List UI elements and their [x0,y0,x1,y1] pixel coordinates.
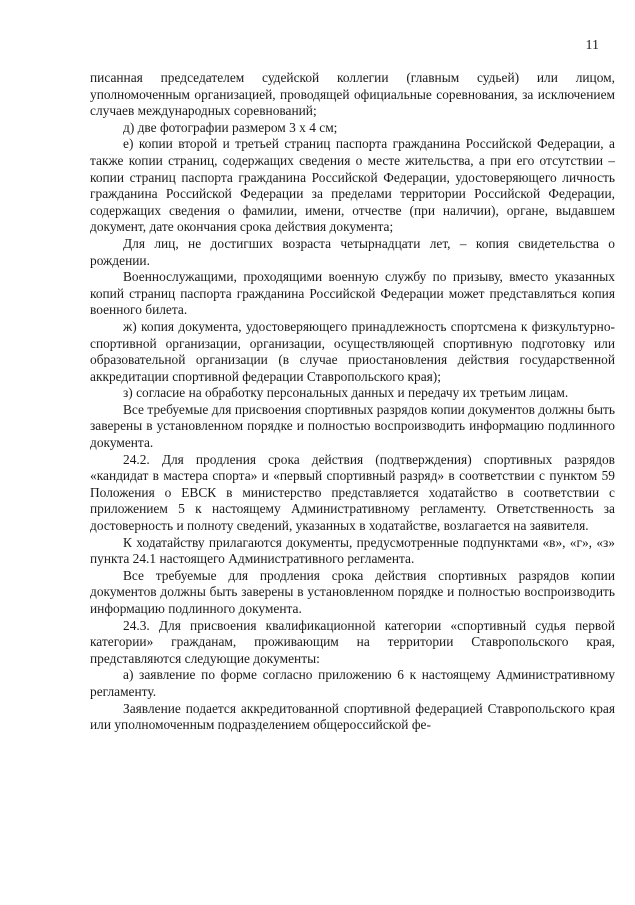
paragraph: Все требуемые для присвоения спортивных разрядов копии документов должны быть заверены в установленном порядке и полностью воспроизводить информацию подлинного документа. [90,401,615,451]
paragraph: а) заявление по форме согласно приложению 6 к настоящему Административному регламенту. [90,667,615,699]
paragraph: 24.2. Для продления срока действия (подтверждения) спортивных разрядов «кандидат в мастера спорта» и «первый спортивный разряд» в соответствии с пунктом 59 Положения о ЕВСК в министерство представляется ходатайство в соответствии с приложением 5 к настоящему Административному регламенту. Ответственность за достоверность и полноту сведений, указанных в ходатайстве, возлагается на заявителя. [90,451,615,534]
paragraph: ж) копия документа, удостоверяющего принадлежность спортсмена к физкультурно-спортивной организации, организации, осуществляющей спортивную подготовку или образовательной организации (в случае приостановления действия государственной аккредитации спортивной федерации Ставропольского края); [90,318,615,384]
paragraph: писанная председателем судейской коллегии (главным судьей) или лицом, уполномоченным организацией, проводящей официальные соревнования, за исключением случаев международных соревнований; [90,70,615,119]
paragraph: з) согласие на обработку персональных данных и передачу их третьим лицам. [123,385,569,401]
page-number: 11 [585,38,599,53]
paragraph: д) две фотографии размером 3 x 4 см; [123,119,338,135]
paragraph: Заявление подается аккредитованной спортивной федерацией Ставропольского края или уполномоченным подразделением общероссийской фе- [90,700,615,733]
paragraph: К ходатайству прилагаются документы, предусмотренные подпунктами «в», «г», «з» пункта 24.1 настоящего Административного регламента. [90,534,615,567]
paragraph: Для лиц, не достигших возраста четырнадцати лет, – копия свидетельства о рождении. [90,235,615,268]
paragraph: Все требуемые для продления срока действия спортивных разрядов копии документов должны быть заверены в установленном порядке и полностью воспроизводить информацию подлинного документа. [90,567,615,616]
document-body [90,70,615,734]
paragraph: е) копии второй и третьей страниц паспорта гражданина Российской Федерации, а также копии страниц, содержащих сведения о месте жительства, а при его отсутствии – копии страниц паспорта гражданина Российской Федерации, удостоверяющего личность гражданина Российской Федерации за пределами территории Российской Федерации, содержащих сведения о фамилии, имени, отчестве (при наличии), органе, выдавшем документ, дате окончания срока действия документа; [90,136,615,235]
paragraph: 24.3. Для присвоения квалификационной категории «спортивный судья первой категории» гражданам, проживающим на территории Ставропольского края, представляются следующие документы: [90,617,615,666]
paragraph: Военнослужащими, проходящими военную службу по призыву, вместо указанных копий страниц паспорта гражданина Российской Федерации может представляться копия военного билета. [90,269,615,318]
